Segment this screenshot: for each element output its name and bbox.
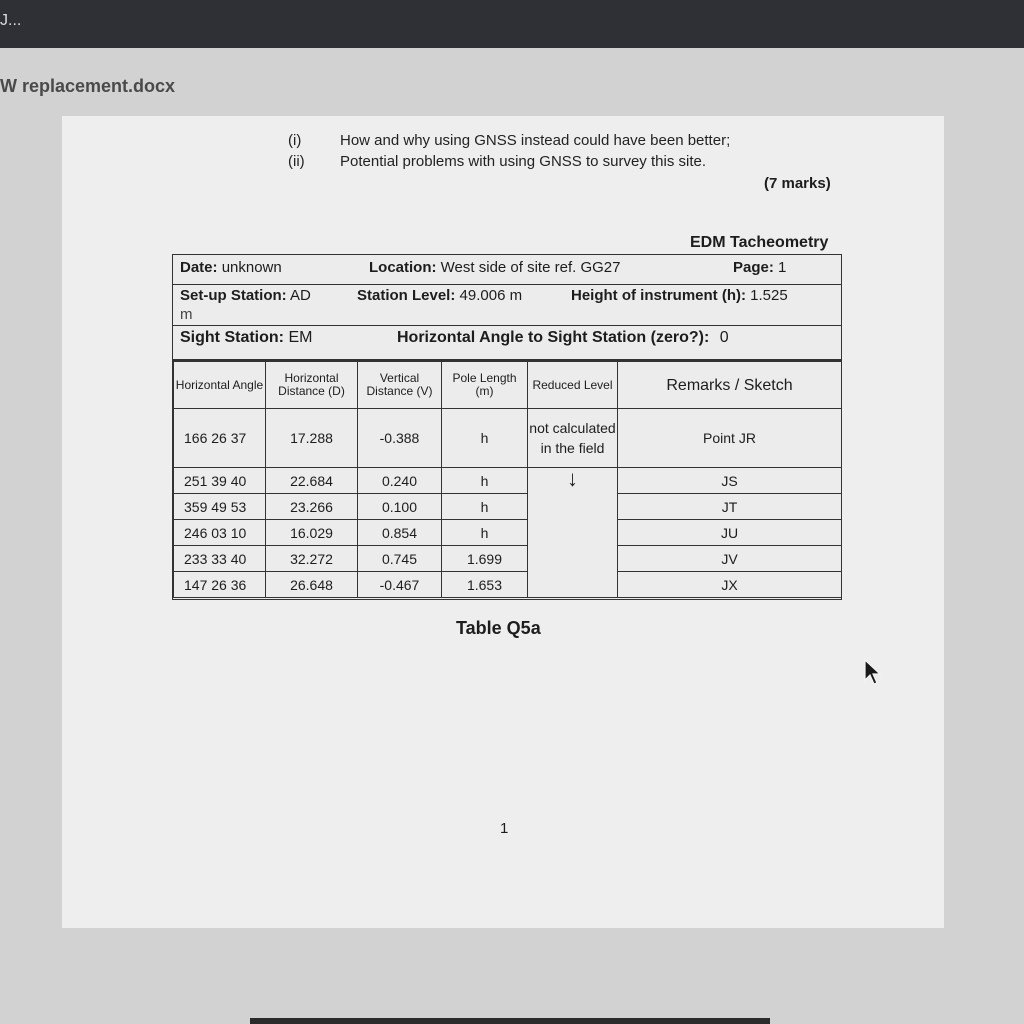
instrument-height-field (571, 287, 788, 304)
vertical-distance-cell: 0.240 (358, 468, 442, 494)
remarks-cell: Point JR (618, 409, 842, 468)
table-row (174, 468, 842, 494)
table-header-row (174, 362, 842, 409)
vertical-distance-cell: 0.100 (358, 494, 442, 520)
remarks-cell: JU (618, 520, 842, 546)
pole-length-cell: 1.699 (442, 546, 528, 572)
remarks-cell: JT (618, 494, 842, 520)
sheet-header-row-2 (173, 287, 843, 327)
document-name (0, 76, 175, 97)
page-value: 1 (778, 259, 787, 276)
pole-length-cell: h (442, 468, 528, 494)
observations-table (173, 361, 842, 598)
document-name-text: W replacement.docx (0, 76, 176, 96)
sheet-header-row-3 (173, 329, 843, 355)
horizontal-angle-cell: 166 26 37 (174, 409, 266, 468)
mouse-pointer-icon (862, 658, 884, 686)
column-header: Reduced Level (528, 362, 618, 409)
table-row (174, 494, 842, 520)
table-row (174, 409, 842, 468)
horizontal-distance-cell: 23.266 (266, 494, 358, 520)
horizontal-distance-cell: 22.684 (266, 468, 358, 494)
question-item-number: (i) (288, 132, 302, 149)
down-arrow-icon: ↓ (567, 467, 578, 491)
horizontal-distance-cell: 32.272 (266, 546, 358, 572)
instrument-height-unit: m (180, 306, 193, 323)
horizontal-distance-cell: 16.029 (266, 520, 358, 546)
horizontal-angle-cell: 359 49 53 (174, 494, 266, 520)
vertical-distance-cell: -0.467 (358, 572, 442, 598)
date-value: unknown (221, 259, 282, 276)
table-row (174, 546, 842, 572)
remarks-cell: JX (618, 572, 842, 598)
location-label: Location: (369, 259, 437, 276)
sheet-title: EDM Tacheometry (690, 234, 829, 251)
question-item-i (288, 132, 848, 152)
instrument-height-value: 1.525 (750, 287, 788, 304)
horizontal-angle-cell: 233 33 40 (174, 546, 266, 572)
column-header: Horizontal Distance (D) (266, 362, 358, 409)
station-level-label: Station Level: (357, 287, 456, 304)
horizontal-angle-cell: 246 03 10 (174, 520, 266, 546)
divider (173, 284, 841, 285)
column-header: Remarks / Sketch (618, 362, 842, 409)
window-top-bar (0, 0, 1024, 48)
question-item-text: How and why using GNSS instead could have been better; (340, 132, 731, 149)
marks-label: (7 marks) (764, 175, 831, 192)
table-caption: Table Q5a (456, 618, 541, 638)
page-number: 1 (500, 820, 509, 837)
column-header: Vertical Distance (V) (358, 362, 442, 409)
table-row (174, 520, 842, 546)
page-label: Page: (733, 259, 774, 276)
page-field (733, 259, 786, 276)
question-item-ii (288, 153, 848, 173)
tab-title[interactable]: J... (0, 12, 22, 29)
pole-length-cell: 1.653 (442, 572, 528, 598)
location-value: West side of site ref. GG27 (440, 259, 621, 276)
remarks-cell: JV (618, 546, 842, 572)
reduced-level-cell (528, 468, 618, 598)
vertical-distance-cell: -0.388 (358, 409, 442, 468)
horizontal-angle-cell: 251 39 40 (174, 468, 266, 494)
horizontal-distance-cell: 17.288 (266, 409, 358, 468)
vertical-distance-cell: 0.745 (358, 546, 442, 572)
pole-length-cell: h (442, 409, 528, 468)
horizontal-distance-cell: 26.648 (266, 572, 358, 598)
sight-angle-field (397, 329, 729, 347)
column-header: Pole Length (m) (442, 362, 528, 409)
divider (173, 325, 841, 326)
question-item-number: (ii) (288, 153, 305, 170)
sight-station-field (180, 329, 312, 347)
reduced-level-cell: not calculated in the field (528, 409, 618, 468)
instrument-height-label: Height of instrument (h): (571, 287, 746, 304)
setup-station-value: AD (290, 287, 311, 304)
station-level-field (357, 287, 522, 304)
question-item-text: Potential problems with using GNSS to survey this site. (340, 153, 706, 170)
sight-station-label: Sight Station: (180, 329, 284, 346)
sheet-header-row-1 (173, 259, 843, 283)
remarks-cell: JS (618, 468, 842, 494)
pole-length-cell: h (442, 520, 528, 546)
date-field (180, 259, 282, 276)
station-level-value: 49.006 m (459, 287, 523, 304)
screen-bottom-edge (250, 1018, 770, 1024)
sight-angle-label: Horizontal Angle to Sight Station (zero?): (397, 329, 710, 346)
horizontal-angle-cell: 147 26 36 (174, 572, 266, 598)
sight-angle-value: 0 (719, 329, 729, 346)
date-label: Date: (180, 259, 218, 276)
location-field (369, 259, 620, 276)
setup-station-field (180, 287, 311, 304)
vertical-distance-cell: 0.854 (358, 520, 442, 546)
sight-station-value: EM (288, 329, 313, 346)
edm-tacheometry-sheet (172, 254, 842, 600)
column-header: Horizontal Angle (174, 362, 266, 409)
setup-station-label: Set-up Station: (180, 287, 287, 304)
table-row (174, 572, 842, 598)
pole-length-cell: h (442, 494, 528, 520)
